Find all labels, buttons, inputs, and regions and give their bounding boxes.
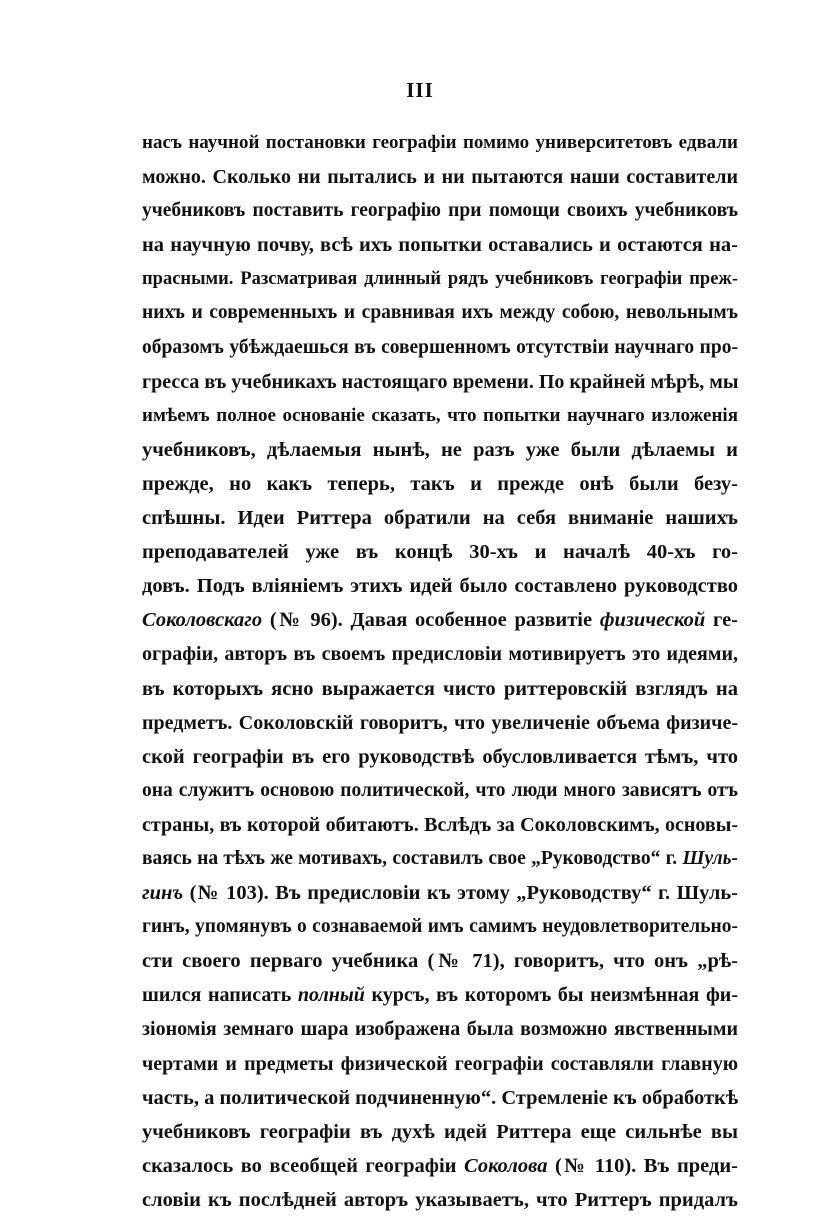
text-line bbox=[142, 1183, 738, 1217]
text-line bbox=[142, 1115, 738, 1149]
text-line bbox=[142, 160, 738, 194]
italic-text: полный bbox=[297, 984, 365, 1007]
text-line bbox=[142, 399, 738, 433]
text-line bbox=[142, 535, 738, 569]
text-line bbox=[142, 228, 738, 262]
text-segment: ской географіи въ его руководствѣ обусловливается тѣмъ, что bbox=[142, 745, 738, 768]
text-segment: преподавателей уже въ концѣ 30-хъ и началѣ 40-хъ го- bbox=[142, 541, 738, 564]
text-segment: спѣшны. Идеи Риттера обратили на себя вниманіе нашихъ bbox=[142, 507, 738, 530]
text-segment: ографіи, авторъ въ своемъ предисловіи мотивируетъ это идеями, bbox=[142, 643, 738, 666]
text-line bbox=[142, 296, 738, 330]
text-line bbox=[142, 194, 738, 228]
text-segment: курсъ, въ которомъ бы неизмѣнная фи- bbox=[364, 984, 738, 1007]
text-segment: гинъ, упомянувъ о сознаваемой имъ самимъ неудовлетворительно- bbox=[142, 916, 738, 938]
text-segment: учебниковъ географіи въ духѣ идей Риттера еще сильнѣе вы bbox=[142, 1120, 738, 1143]
italic-text: гинъ bbox=[142, 882, 184, 905]
text-segment: гресса въ учебникахъ настоящаго времени. По крайней мѣрѣ, мы bbox=[142, 370, 738, 393]
text-segment: сказалось во всеобщей географіи bbox=[142, 1154, 464, 1177]
text-line bbox=[142, 433, 738, 467]
text-segment: страны, въ которой обитаютъ. Вслѣдъ за Соколовскимъ, основы- bbox=[142, 813, 738, 836]
text-line bbox=[142, 262, 738, 296]
text-segment: образомъ убѣждаешься въ совершенномъ отсутствіи научнаго про- bbox=[142, 336, 738, 358]
text-segment: шился написать bbox=[142, 984, 298, 1007]
text-segment: ге- bbox=[705, 609, 738, 632]
italic-text: Шуль- bbox=[682, 847, 738, 869]
text-segment: насъ научной постановки географіи помимо университетовъ едвали bbox=[142, 132, 738, 153]
text-line bbox=[142, 740, 738, 774]
text-segment: нихъ и современныхъ и сравнивая ихъ между собою, невольнымъ bbox=[142, 302, 738, 324]
text-segment: чертами и предметы физической географіи составляли главную bbox=[142, 1052, 738, 1075]
text-segment: имѣемъ полное основаніе сказать, что попытки научнаго изложенія bbox=[142, 404, 738, 426]
text-segment: на научную почву, всѣ ихъ попытки оставались и остаются на- bbox=[142, 234, 738, 257]
text-segment: зіономія земнаго шара изображена была возможно явственными bbox=[142, 1018, 738, 1041]
text-segment: можно. Сколько ни пытались и ни пытаются наши составители bbox=[142, 166, 738, 189]
text-segment: прасными. Разсматривая длинный рядъ учебниковъ географіи преж- bbox=[142, 269, 738, 290]
text-segment: (№ 110). Въ преди- bbox=[547, 1154, 738, 1177]
text-line bbox=[142, 1081, 738, 1115]
text-line bbox=[142, 331, 738, 365]
text-line bbox=[142, 1149, 738, 1183]
text-line bbox=[142, 1012, 738, 1046]
text-segment: учебниковъ поставить географію при помощи своихъ учебниковъ bbox=[142, 200, 738, 222]
text-line bbox=[142, 467, 738, 501]
text-segment: учебниковъ, дѣлаемыя нынѣ, не разъ уже были дѣлаемы и bbox=[142, 438, 738, 461]
text-line bbox=[142, 876, 738, 910]
italic-text: Соколовскаго bbox=[142, 609, 263, 632]
text-segment: словіи къ послѣдней авторъ указываетъ, что Риттеръ придалъ bbox=[142, 1188, 738, 1211]
text-line bbox=[142, 774, 738, 808]
text-line bbox=[142, 842, 738, 876]
text-segment: часть, а политической подчиненную“. Стремленіе къ обработкѣ bbox=[142, 1086, 738, 1109]
text-segment: прежде, но какъ теперь, такъ и прежде онѣ были безу- bbox=[142, 472, 738, 495]
text-line bbox=[142, 365, 738, 399]
text-segment: она служитъ основою политической, что люди много зависятъ отъ bbox=[142, 779, 738, 801]
text-segment: (№ 103). Въ предисловіи къ этому „Руководству“ г. Шуль- bbox=[183, 882, 738, 905]
text-line bbox=[142, 126, 738, 160]
text-line bbox=[142, 637, 738, 671]
italic-text: физической bbox=[599, 609, 706, 632]
text-segment: (№ 96). Давая особенное развитіе bbox=[262, 609, 600, 632]
text-line bbox=[142, 944, 738, 978]
text-line bbox=[142, 706, 738, 740]
text-line bbox=[142, 910, 738, 944]
text-segment: въ которыхъ ясно выражается чисто риттеровскій взглядъ на bbox=[142, 677, 738, 700]
body-text bbox=[142, 126, 738, 1217]
text-segment: довъ. Подъ вліяніемъ этихъ идей было составлено руководство bbox=[142, 575, 738, 598]
text-segment: сти своего перваго учебника (№ 71), говоритъ, что онъ „рѣ- bbox=[142, 950, 738, 973]
text-line bbox=[142, 501, 738, 535]
text-line bbox=[142, 1047, 738, 1081]
text-line bbox=[142, 603, 738, 637]
text-line bbox=[142, 808, 738, 842]
text-segment: ваясь на тѣхъ же мотивахъ, составилъ свое „Руководство“ г. bbox=[142, 847, 683, 869]
italic-text: Соколова bbox=[464, 1154, 548, 1177]
text-segment: предметъ. Соколовскій говоритъ, что увеличеніе объема физиче- bbox=[142, 711, 738, 734]
text-line bbox=[142, 672, 738, 706]
page-number: III bbox=[406, 78, 434, 102]
text-line bbox=[142, 978, 738, 1012]
text-line bbox=[142, 569, 738, 603]
